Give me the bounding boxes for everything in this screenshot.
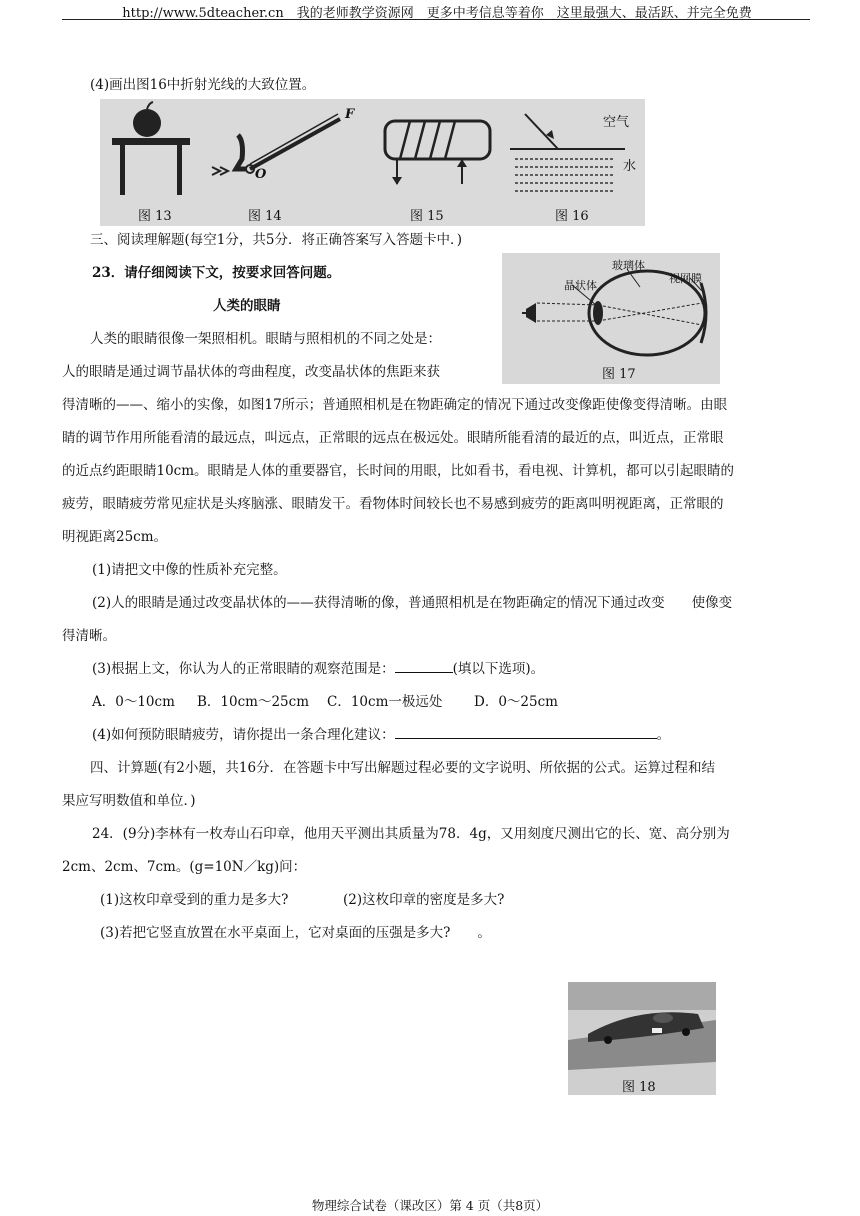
- q23-part1: (1)请把文中像的性质补充完整。: [92, 562, 287, 578]
- q24-line2: 2cm、2cm、7cm。(g=10N／kg)问：: [62, 859, 307, 875]
- fig14-pivot-label: O: [255, 167, 267, 182]
- article-line-3: 得清晰的——、缩小的实像，如图17所示；普通照相机是在物距确定的情况下通过改变像距使像变得清晰。由眼: [62, 397, 728, 413]
- fig14-force-label: F: [345, 107, 355, 122]
- q23-part4-text: (4)如何预防眼睛疲劳，请你提出一条合理化建议：: [92, 727, 395, 743]
- section4-heading-line1: 四、计算题(有2小题，共16分．在答题卡中写出解题过程必要的文字说明、所依据的公式。运算过程和结: [90, 760, 716, 776]
- fig17-retina-label: 视网膜: [669, 272, 702, 285]
- q24-part1: (1)这枚印章受到的重力是多大?: [100, 892, 289, 908]
- figure-17: [502, 253, 720, 384]
- figures-13-16: [100, 99, 645, 226]
- fig17-caption: 图 17: [602, 367, 636, 382]
- fig18-caption: 图 18: [622, 1080, 656, 1095]
- q24-line1: 24．(9分)李林有一枚寿山石印章，他用天平测出其质量为78．4g，又用刻度尺测出它的长、宽、高分别为: [92, 826, 730, 842]
- article-line-1: 人类的眼睛很像一架照相机。眼睛与照相机的不同之处是：: [90, 331, 441, 347]
- article-line-2: 人的眼睛是通过调节晶状体的弯曲程度，改变晶状体的焦距来获: [62, 364, 440, 380]
- q23-part2-line2: 得清晰。: [62, 628, 116, 644]
- fig17-lens-label: 晶状体: [564, 279, 597, 292]
- fig16-water-label: 水: [623, 159, 637, 174]
- q23-part2-line1: (2)人的眼睛是通过改变晶状体的——获得清晰的像，普通照相机是在物距确定的情况下通过改变 使像变: [92, 595, 733, 611]
- fig14-caption: 图 14: [248, 209, 282, 224]
- article-line-6: 疲劳，眼睛疲劳常见症状是头疼脑涨、眼睛发干。看物体时间较长也不易感到疲劳的距离叫明视距离，正常眼的: [62, 496, 724, 512]
- q23-title: 23．请仔细阅读下文，按要求回答问题。: [92, 265, 341, 281]
- fig17-vitreous-label: 玻璃体: [612, 259, 645, 272]
- page-header: http://www.5dteacher.cn 我的老师教学资源网 更多中考信息等着你 这里最强大、最活跃、并完全免费: [122, 6, 752, 21]
- q23-part4-suffix: 。: [656, 727, 671, 743]
- section3-heading: 三、阅读理解题(每空1分，共5分．将正确答案写入答题卡中．): [90, 232, 462, 248]
- option-d: D．0～25cm: [474, 694, 558, 710]
- q24-part2: (2)这枚印章的密度是多大?: [343, 892, 505, 908]
- q23-part3-answer-blank[interactable]: [395, 660, 453, 673]
- q24-part3: (3)若把它竖直放置在水平桌面上，它对桌面的压强是多大? 。: [100, 925, 491, 941]
- fig16-caption: 图 16: [555, 209, 589, 224]
- option-a: A．0～10cm: [92, 694, 175, 710]
- fig13-caption: 图 13: [138, 209, 172, 224]
- page-footer: 物理综合试卷（课改区）第 4 页（共8页）: [311, 1198, 549, 1213]
- fig15-caption: 图 15: [410, 209, 444, 224]
- option-c: C．10cm一极远处: [327, 694, 443, 710]
- option-b: B．10cm～25cm: [197, 694, 310, 710]
- q22-part4: (4)画出图16中折射光线的大致位置。: [90, 77, 316, 93]
- article-line-7: 明视距离25cm。: [62, 529, 168, 545]
- article-line-5: 的近点约距眼睛10cm。眼睛是人体的重要器官，长时间的用眼，比如看书，看电视、计算机，都可以引起眼睛的: [62, 463, 735, 479]
- q23-part3: [92, 660, 544, 678]
- q23-part3-suffix: (填以下选项)。: [452, 661, 545, 677]
- fig16-air-label: 空气: [603, 115, 630, 130]
- header-divider: [62, 19, 810, 20]
- q23-part4: [92, 726, 670, 744]
- article-title: 人类的眼睛: [213, 298, 281, 314]
- figure-18: [568, 982, 716, 1095]
- q23-part4-answer-blank[interactable]: [395, 726, 657, 739]
- section4-heading-line2: 果应写明数值和单位．): [62, 793, 196, 809]
- q23-part3-text: (3)根据上文，你认为人的正常眼睛的观察范围是：: [92, 661, 395, 677]
- article-line-4: 睛的调节作用所能看清的最远点，叫远点，正常眼的远点在极远处。眼睛所能看清的最近的点，叫近点，正常眼: [62, 430, 724, 446]
